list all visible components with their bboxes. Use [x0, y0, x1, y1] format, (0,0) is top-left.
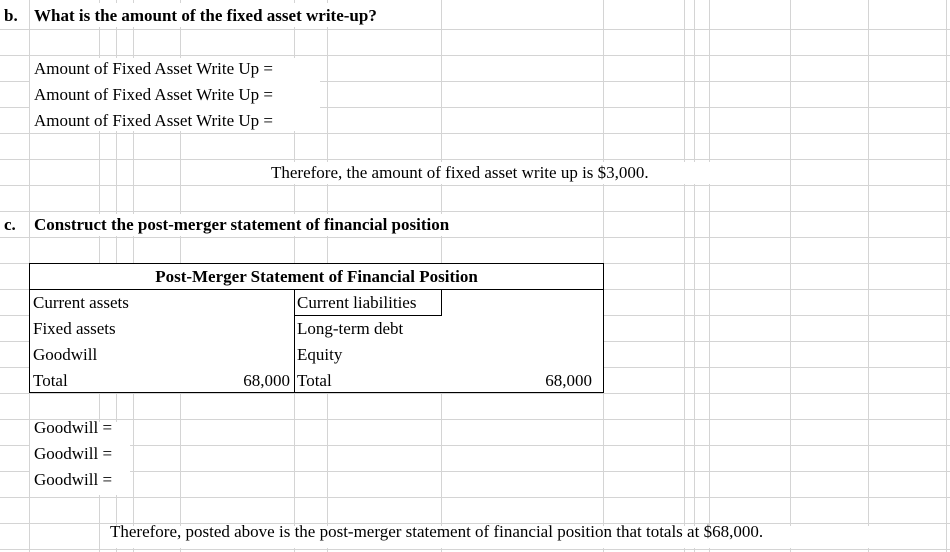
- goodwill-line-2: Goodwill =: [34, 444, 113, 463]
- section-c-label: c.: [4, 215, 16, 234]
- right-item-long-term-debt: Long-term debt: [297, 319, 404, 338]
- left-item-fixed-assets: Fixed assets: [33, 319, 116, 338]
- right-item-current-liabilities: Current liabilities: [297, 293, 417, 312]
- writeup-line-3: Amount of Fixed Asset Write Up =: [34, 111, 274, 130]
- left-item-goodwill: Goodwill: [33, 345, 98, 364]
- section-b-conclusion: Therefore, the amount of fixed asset write up is $3,000.: [271, 163, 649, 182]
- writeup-line-2: Amount of Fixed Asset Write Up =: [34, 85, 274, 104]
- section-b-question: What is the amount of the fixed asset write-up?: [34, 6, 377, 25]
- section-b-label: b.: [4, 6, 18, 25]
- right-item-total: Total: [297, 371, 332, 390]
- left-total-value: 68,000: [243, 371, 290, 390]
- goodwill-line-3: Goodwill =: [34, 470, 113, 489]
- left-item-current-assets: Current assets: [33, 293, 129, 312]
- right-item-equity: Equity: [297, 345, 343, 364]
- goodwill-line-1: Goodwill =: [34, 418, 113, 437]
- statement-title: Post-Merger Statement of Financial Position: [155, 267, 478, 286]
- right-total-value: 68,000: [545, 371, 592, 390]
- writeup-line-1: Amount of Fixed Asset Write Up =: [34, 59, 274, 78]
- section-c-question: Construct the post-merger statement of financial position: [34, 215, 450, 234]
- left-item-total: Total: [33, 371, 68, 390]
- section-c-conclusion: Therefore, posted above is the post-merger statement of financial position that totals at $68,000.: [110, 522, 764, 541]
